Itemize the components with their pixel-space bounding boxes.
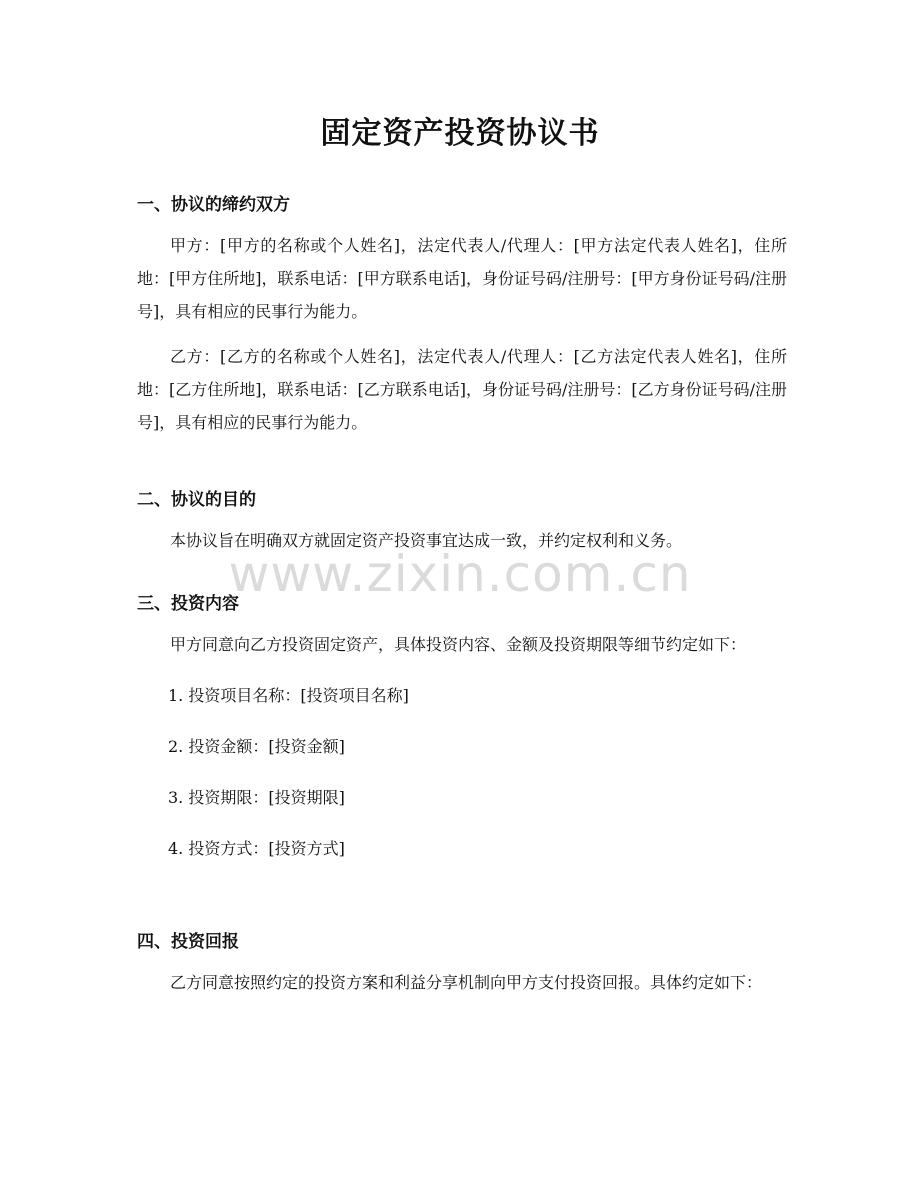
document-title: 固定资产投资协议书 xyxy=(320,116,600,151)
section-investment-content xyxy=(137,589,787,865)
section-heading: 二、协议的目的 xyxy=(137,490,256,510)
list-item: 3. 投资期限：[投资期限] xyxy=(168,788,345,807)
section-parties xyxy=(137,190,787,439)
party-b-paragraph: 乙方：[乙方的名称或个人姓名]，法定代表人/代理人：[乙方法定代表人姓名]，住所地：[乙方住所地]，联系电话：[乙方联系电话]，身份证号码/注册号：[乙方身份证号码/注册号]，具有相应的民事行为能力。 xyxy=(137,347,787,432)
watermark: www.zixin.com.cn xyxy=(228,545,692,603)
section-heading: 四、投资回报 xyxy=(137,932,239,952)
investment-return-paragraph: 乙方同意按照约定的投资方案和利益分享机制向甲方支付投资回报。具体约定如下： xyxy=(170,973,763,992)
list-item: 4. 投资方式：[投资方式] xyxy=(168,839,345,858)
section-investment-return xyxy=(137,927,787,999)
purpose-paragraph: 本协议旨在明确双方就固定资产投资事宜达成一致，并约定权利和义务。 xyxy=(170,531,683,550)
section-heading: 一、协议的缔约双方 xyxy=(137,195,290,215)
investment-content-paragraph: 甲方同意向乙方投资固定资产，具体投资内容、金额及投资期限等细节约定如下： xyxy=(170,635,747,654)
party-a-paragraph: 甲方：[甲方的名称或个人姓名]，法定代表人/代理人：[甲方法定代表人姓名]，住所地：[甲方住所地]，联系电话：[甲方联系电话]，身份证号码/注册号：[甲方身份证号码/注册号]，具有相应的民事行为能力。 xyxy=(137,236,787,321)
list-item: 2. 投资金额：[投资金额] xyxy=(168,737,345,756)
list-item: 1. 投资项目名称：[投资项目名称] xyxy=(168,686,409,705)
section-heading: 三、投资内容 xyxy=(137,594,239,614)
section-purpose xyxy=(137,485,787,557)
